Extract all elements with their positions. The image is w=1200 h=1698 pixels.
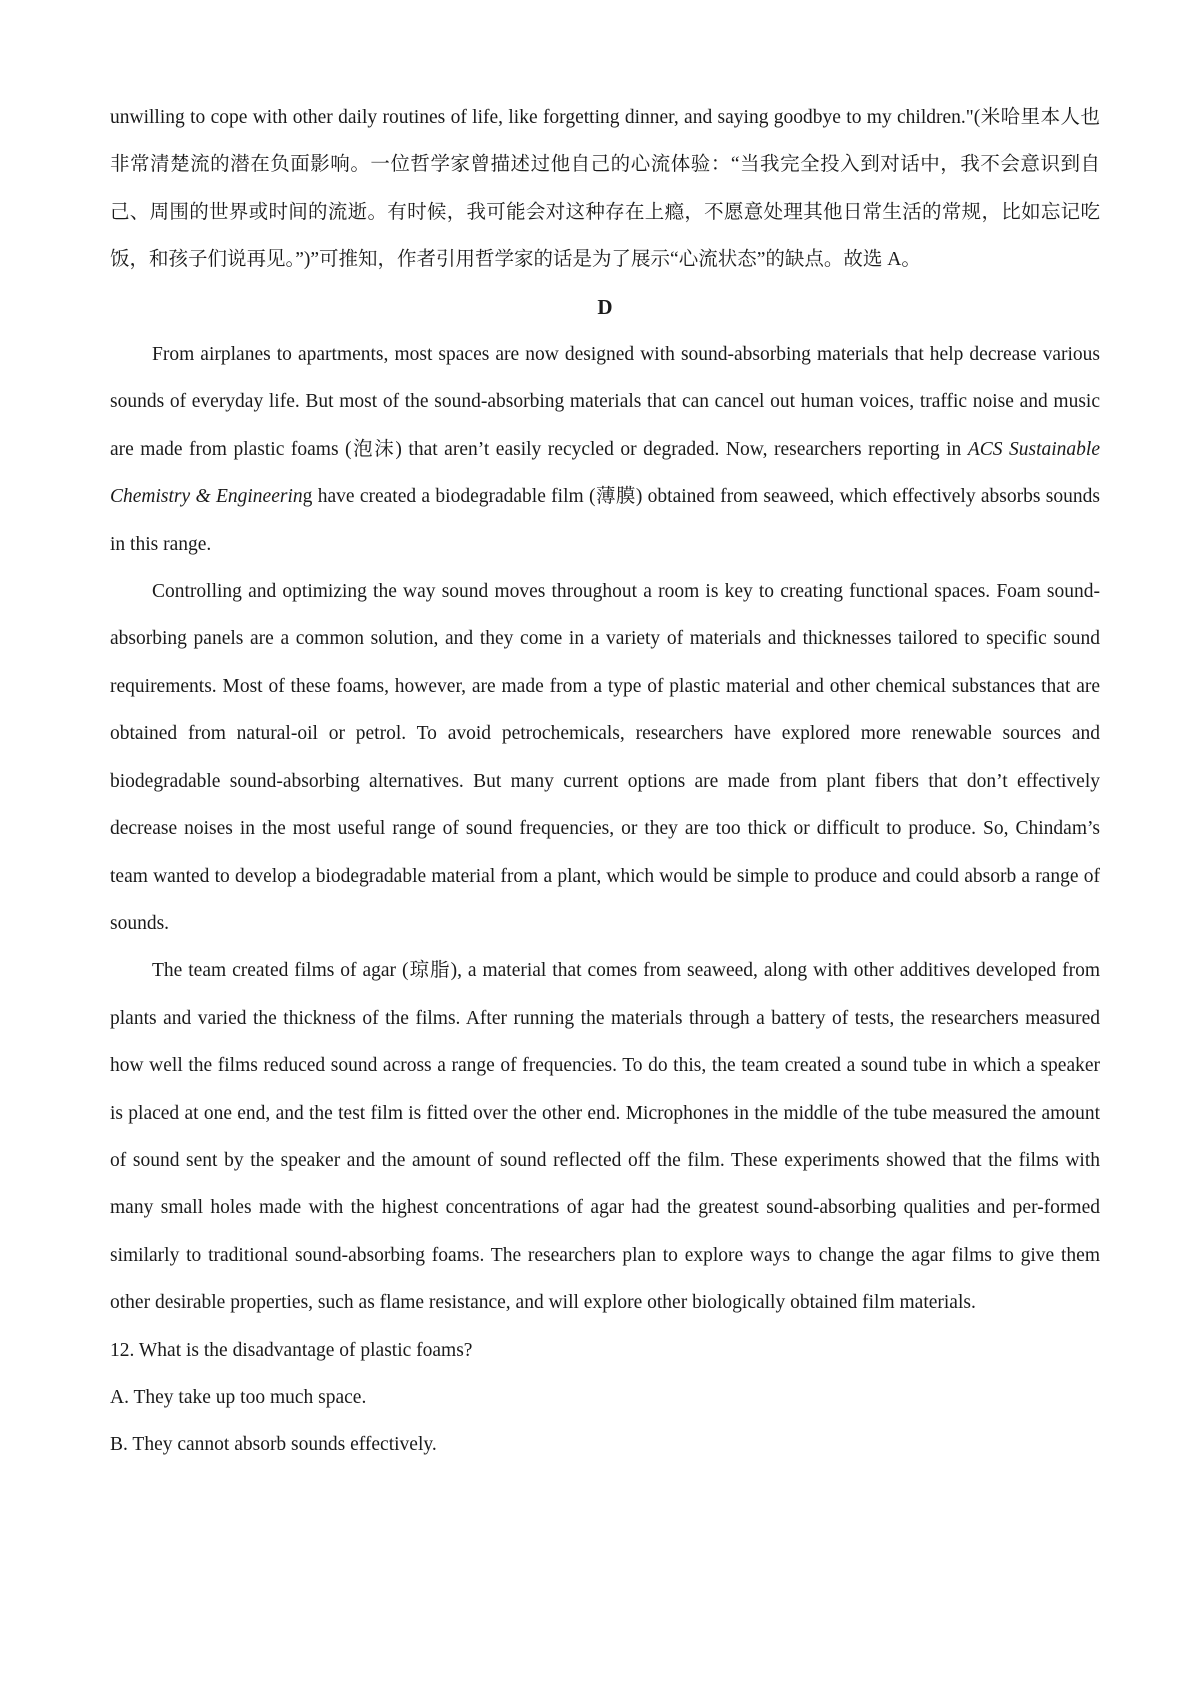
passage-paragraph-3: The team created films of agar (琼脂), a material that comes from seaweed, along with other additives developed from plants and varied the thickness of the films. After running the materials through a battery of tests, the researchers measured how well the films reduced sound across a range of frequencies. To do this, the team created a sound tube in which a speaker is placed at one end, and the test film is fitted over the other end. Microphones in the middle of the tube measured the amount of sound sent by the speaker and the amount of sound reflected off the film. These experiments showed that the films with many small holes made with the highest concentrations of agar had the greatest sound-absorbing qualities and per-formed similarly to traditional sound-absorbing foams. The researchers plan to explore ways to change the agar films to give them other desirable properties, such as flame resistance, and will explore other biologically obtained film materials. [110, 960, 1100, 1314]
paragraph-1-text-end: g have created a biodegradable film (薄膜) obtained from seaweed, which effectively absorbs sounds in this range. [110, 486, 1100, 555]
option-a: A. They take up too much space. [110, 1386, 367, 1408]
journal-title: ACS Sustainable Chemistry & Engineerin [110, 438, 1101, 508]
previous-explanation-paragraph: unwilling to cope with other daily routines of life, like forgetting dinner, and saying goodbye to my children."(米哈里本人也非常清楚流的潜在负面影响。一位哲学家曾描述过他自己的心流体验：“当我完全投入到对话中，我不会意识到自己、周围的世界或时间的流逝。有时候，我可能会对这种存在上瘾，不愿意处理其他日常生活的常规，比如忘记吃饭，和孩子们说再见。”)”可推知，作者引用哲学家的话是为了展示“心流状态”的缺点。故选 A。 [110, 107, 1100, 271]
passage-paragraph-1 [110, 331, 1100, 568]
question-stem: 12. What is the disadvantage of plastic foams? [110, 1339, 473, 1361]
option-b: B. They cannot absorb sounds effectively. [110, 1434, 437, 1456]
passage-paragraph-2: Controlling and optimizing the way sound moves throughout a room is key to creating functional spaces. Foam sound-absorbing panels are a common solution, and they come in a variety of materials and thicknesses tailored to specific sound requirements. Most of these foams, however, are made from a type of plastic material and other chemical substances that are obtained from natural-oil or petrol. To avoid petrochemicals, researchers have explored more renewable sources and biodegradable sound-absorbing alternatives. But many current options are made from plant fibers that don’t effectively decrease noises in the most useful range of sound frequencies, or they are too thick or difficult to produce. So, Chindam’s team wanted to develop a biodegradable material from a plant, which would be simple to produce and could absorb a range of sounds. [110, 581, 1100, 934]
document-page [110, 94, 1100, 1469]
paragraph-1-text-start: From airplanes to apartments, most spaces are now designed with sound-absorbing materials that help decrease various sounds of everyday life. But most of the sound-absorbing materials that can cancel out human voices, traffic noise and music are made from plastic foams (泡沫) that aren’t easily recycled or degraded. Now, researchers reporting in [110, 344, 1100, 460]
section-heading: D [597, 294, 613, 319]
